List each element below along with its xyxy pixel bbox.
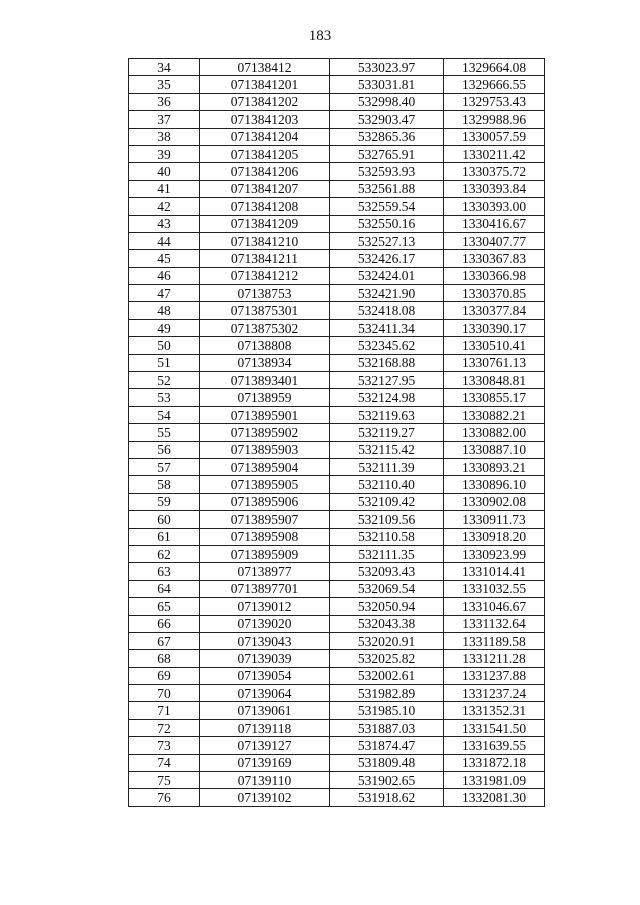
row-number-cell: 70 xyxy=(129,685,200,702)
x-coordinate-cell: 532559.54 xyxy=(330,198,444,215)
point-code-cell: 07139054 xyxy=(200,667,330,684)
x-coordinate-cell: 532424.01 xyxy=(330,267,444,284)
table-row xyxy=(129,545,545,562)
point-code-cell: 07139020 xyxy=(200,615,330,632)
y-coordinate-cell: 1329664.08 xyxy=(444,59,545,76)
y-coordinate-cell: 1330848.81 xyxy=(444,372,545,389)
row-number-cell: 42 xyxy=(129,198,200,215)
x-coordinate-cell: 532593.93 xyxy=(330,163,444,180)
row-number-cell: 59 xyxy=(129,493,200,510)
table-row xyxy=(129,389,545,406)
x-coordinate-cell: 531902.65 xyxy=(330,772,444,789)
table-row xyxy=(129,737,545,754)
row-number-cell: 61 xyxy=(129,528,200,545)
page-number: 183 xyxy=(308,28,332,44)
table-row xyxy=(129,441,545,458)
point-code-cell: 07139118 xyxy=(200,719,330,736)
row-number-cell: 69 xyxy=(129,667,200,684)
point-code-cell: 0713841201 xyxy=(200,76,330,93)
y-coordinate-cell: 1331189.58 xyxy=(444,632,545,649)
x-coordinate-cell: 532550.16 xyxy=(330,215,444,232)
x-coordinate-cell: 531918.62 xyxy=(330,789,444,806)
y-coordinate-cell: 1331032.55 xyxy=(444,580,545,597)
x-coordinate-cell: 532069.54 xyxy=(330,580,444,597)
x-coordinate-cell: 532050.94 xyxy=(330,598,444,615)
table-row xyxy=(129,702,545,719)
x-coordinate-cell: 531985.10 xyxy=(330,702,444,719)
table-row xyxy=(129,476,545,493)
point-code-cell: 07138977 xyxy=(200,563,330,580)
y-coordinate-cell: 1330366.98 xyxy=(444,267,545,284)
y-coordinate-cell: 1330918.20 xyxy=(444,528,545,545)
y-coordinate-cell: 1331872.18 xyxy=(444,754,545,771)
point-code-cell: 07138412 xyxy=(200,59,330,76)
point-code-cell: 0713841210 xyxy=(200,232,330,249)
row-number-cell: 73 xyxy=(129,737,200,754)
point-code-cell: 0713895903 xyxy=(200,441,330,458)
point-code-cell: 0713841206 xyxy=(200,163,330,180)
coordinates-table-body xyxy=(129,59,545,807)
x-coordinate-cell: 532115.42 xyxy=(330,441,444,458)
table-row xyxy=(129,650,545,667)
row-number-cell: 46 xyxy=(129,267,200,284)
y-coordinate-cell: 1330377.84 xyxy=(444,302,545,319)
table-row xyxy=(129,250,545,267)
y-coordinate-cell: 1330367.83 xyxy=(444,250,545,267)
x-coordinate-cell: 532903.47 xyxy=(330,111,444,128)
point-code-cell: 07139110 xyxy=(200,772,330,789)
x-coordinate-cell: 532411.34 xyxy=(330,319,444,336)
x-coordinate-cell: 532124.98 xyxy=(330,389,444,406)
table-row xyxy=(129,615,545,632)
y-coordinate-cell: 1331352.31 xyxy=(444,702,545,719)
point-code-cell: 07139039 xyxy=(200,650,330,667)
point-code-cell: 0713841208 xyxy=(200,198,330,215)
row-number-cell: 55 xyxy=(129,424,200,441)
point-code-cell: 0713875301 xyxy=(200,302,330,319)
table-row xyxy=(129,685,545,702)
row-number-cell: 41 xyxy=(129,180,200,197)
point-code-cell: 07139043 xyxy=(200,632,330,649)
row-number-cell: 50 xyxy=(129,337,200,354)
table-row xyxy=(129,93,545,110)
row-number-cell: 48 xyxy=(129,302,200,319)
x-coordinate-cell: 532998.40 xyxy=(330,93,444,110)
point-code-cell: 0713895909 xyxy=(200,545,330,562)
x-coordinate-cell: 532119.27 xyxy=(330,424,444,441)
x-coordinate-cell: 532127.95 xyxy=(330,372,444,389)
point-code-cell: 07139169 xyxy=(200,754,330,771)
x-coordinate-cell: 532111.35 xyxy=(330,545,444,562)
row-number-cell: 36 xyxy=(129,93,200,110)
x-coordinate-cell: 532109.42 xyxy=(330,493,444,510)
row-number-cell: 57 xyxy=(129,458,200,475)
table-row xyxy=(129,458,545,475)
y-coordinate-cell: 1330923.99 xyxy=(444,545,545,562)
y-coordinate-cell: 1330057.59 xyxy=(444,128,545,145)
table-row xyxy=(129,598,545,615)
x-coordinate-cell: 532418.08 xyxy=(330,302,444,319)
x-coordinate-cell: 531809.48 xyxy=(330,754,444,771)
table-row xyxy=(129,198,545,215)
y-coordinate-cell: 1331211.28 xyxy=(444,650,545,667)
row-number-cell: 72 xyxy=(129,719,200,736)
point-code-cell: 0713895904 xyxy=(200,458,330,475)
point-code-cell: 0713841204 xyxy=(200,128,330,145)
table-row xyxy=(129,267,545,284)
y-coordinate-cell: 1329988.96 xyxy=(444,111,545,128)
table-row xyxy=(129,667,545,684)
point-code-cell: 07139102 xyxy=(200,789,330,806)
point-code-cell: 07138753 xyxy=(200,285,330,302)
y-coordinate-cell: 1330882.21 xyxy=(444,406,545,423)
row-number-cell: 75 xyxy=(129,772,200,789)
x-coordinate-cell: 532093.43 xyxy=(330,563,444,580)
y-coordinate-cell: 1329666.55 xyxy=(444,76,545,93)
point-code-cell: 0713841211 xyxy=(200,250,330,267)
point-code-cell: 0713841207 xyxy=(200,180,330,197)
x-coordinate-cell: 532527.13 xyxy=(330,232,444,249)
point-code-cell: 07139064 xyxy=(200,685,330,702)
table-row xyxy=(129,406,545,423)
y-coordinate-cell: 1330882.00 xyxy=(444,424,545,441)
point-code-cell: 0713841202 xyxy=(200,93,330,110)
y-coordinate-cell: 1329753.43 xyxy=(444,93,545,110)
x-coordinate-cell: 532865.36 xyxy=(330,128,444,145)
row-number-cell: 44 xyxy=(129,232,200,249)
table-row xyxy=(129,528,545,545)
table-row xyxy=(129,772,545,789)
x-coordinate-cell: 532426.17 xyxy=(330,250,444,267)
table-row xyxy=(129,563,545,580)
point-code-cell: 07139012 xyxy=(200,598,330,615)
point-code-cell: 0713895901 xyxy=(200,406,330,423)
y-coordinate-cell: 1331981.09 xyxy=(444,772,545,789)
row-number-cell: 37 xyxy=(129,111,200,128)
table-row xyxy=(129,719,545,736)
row-number-cell: 49 xyxy=(129,319,200,336)
table-row xyxy=(129,232,545,249)
table-row xyxy=(129,285,545,302)
table-row xyxy=(129,319,545,336)
row-number-cell: 65 xyxy=(129,598,200,615)
y-coordinate-cell: 1330855.17 xyxy=(444,389,545,406)
table-row xyxy=(129,511,545,528)
point-code-cell: 0713841203 xyxy=(200,111,330,128)
x-coordinate-cell: 532561.88 xyxy=(330,180,444,197)
y-coordinate-cell: 1330887.10 xyxy=(444,441,545,458)
row-number-cell: 74 xyxy=(129,754,200,771)
x-coordinate-cell: 532109.56 xyxy=(330,511,444,528)
row-number-cell: 40 xyxy=(129,163,200,180)
x-coordinate-cell: 532025.82 xyxy=(330,650,444,667)
y-coordinate-cell: 1332081.30 xyxy=(444,789,545,806)
point-code-cell: 0713895906 xyxy=(200,493,330,510)
table-row xyxy=(129,424,545,441)
table-row xyxy=(129,789,545,806)
table-row xyxy=(129,163,545,180)
y-coordinate-cell: 1330896.10 xyxy=(444,476,545,493)
table-row xyxy=(129,111,545,128)
table-row xyxy=(129,632,545,649)
table-row xyxy=(129,372,545,389)
row-number-cell: 35 xyxy=(129,76,200,93)
row-number-cell: 60 xyxy=(129,511,200,528)
y-coordinate-cell: 1330390.17 xyxy=(444,319,545,336)
row-number-cell: 51 xyxy=(129,354,200,371)
table-row xyxy=(129,128,545,145)
row-number-cell: 68 xyxy=(129,650,200,667)
point-code-cell: 0713897701 xyxy=(200,580,330,597)
point-code-cell: 0713895902 xyxy=(200,424,330,441)
coordinates-table xyxy=(128,58,545,807)
point-code-cell: 0713875302 xyxy=(200,319,330,336)
row-number-cell: 76 xyxy=(129,789,200,806)
row-number-cell: 52 xyxy=(129,372,200,389)
point-code-cell: 07138934 xyxy=(200,354,330,371)
table-row xyxy=(129,215,545,232)
y-coordinate-cell: 1331541.50 xyxy=(444,719,545,736)
x-coordinate-cell: 532765.91 xyxy=(330,145,444,162)
point-code-cell: 07139127 xyxy=(200,737,330,754)
row-number-cell: 39 xyxy=(129,145,200,162)
point-code-cell: 0713895907 xyxy=(200,511,330,528)
table-row xyxy=(129,76,545,93)
row-number-cell: 54 xyxy=(129,406,200,423)
x-coordinate-cell: 532020.91 xyxy=(330,632,444,649)
row-number-cell: 67 xyxy=(129,632,200,649)
table-row xyxy=(129,302,545,319)
y-coordinate-cell: 1331639.55 xyxy=(444,737,545,754)
table-row xyxy=(129,354,545,371)
y-coordinate-cell: 1330510.41 xyxy=(444,337,545,354)
point-code-cell: 0713841205 xyxy=(200,145,330,162)
y-coordinate-cell: 1330911.73 xyxy=(444,511,545,528)
table-row xyxy=(129,180,545,197)
x-coordinate-cell: 532110.58 xyxy=(330,528,444,545)
table-row xyxy=(129,493,545,510)
row-number-cell: 71 xyxy=(129,702,200,719)
row-number-cell: 53 xyxy=(129,389,200,406)
table-row xyxy=(129,59,545,76)
point-code-cell: 07138959 xyxy=(200,389,330,406)
x-coordinate-cell: 533023.97 xyxy=(330,59,444,76)
x-coordinate-cell: 532119.63 xyxy=(330,406,444,423)
y-coordinate-cell: 1330211.42 xyxy=(444,145,545,162)
y-coordinate-cell: 1331237.24 xyxy=(444,685,545,702)
y-coordinate-cell: 1331237.88 xyxy=(444,667,545,684)
table-row xyxy=(129,145,545,162)
x-coordinate-cell: 532110.40 xyxy=(330,476,444,493)
y-coordinate-cell: 1330370.85 xyxy=(444,285,545,302)
row-number-cell: 47 xyxy=(129,285,200,302)
x-coordinate-cell: 532002.61 xyxy=(330,667,444,684)
x-coordinate-cell: 532421.90 xyxy=(330,285,444,302)
row-number-cell: 38 xyxy=(129,128,200,145)
point-code-cell: 0713841209 xyxy=(200,215,330,232)
row-number-cell: 62 xyxy=(129,545,200,562)
row-number-cell: 63 xyxy=(129,563,200,580)
x-coordinate-cell: 531874.47 xyxy=(330,737,444,754)
row-number-cell: 34 xyxy=(129,59,200,76)
point-code-cell: 07139061 xyxy=(200,702,330,719)
x-coordinate-cell: 533031.81 xyxy=(330,76,444,93)
table-row xyxy=(129,754,545,771)
y-coordinate-cell: 1331132.64 xyxy=(444,615,545,632)
point-code-cell: 0713895905 xyxy=(200,476,330,493)
y-coordinate-cell: 1331046.67 xyxy=(444,598,545,615)
point-code-cell: 0713893401 xyxy=(200,372,330,389)
row-number-cell: 66 xyxy=(129,615,200,632)
y-coordinate-cell: 1330393.00 xyxy=(444,198,545,215)
y-coordinate-cell: 1330416.67 xyxy=(444,215,545,232)
y-coordinate-cell: 1330761.13 xyxy=(444,354,545,371)
row-number-cell: 56 xyxy=(129,441,200,458)
point-code-cell: 0713841212 xyxy=(200,267,330,284)
table-row xyxy=(129,337,545,354)
row-number-cell: 43 xyxy=(129,215,200,232)
x-coordinate-cell: 532345.62 xyxy=(330,337,444,354)
table-row xyxy=(129,580,545,597)
point-code-cell: 07138808 xyxy=(200,337,330,354)
x-coordinate-cell: 532043.38 xyxy=(330,615,444,632)
x-coordinate-cell: 532168.88 xyxy=(330,354,444,371)
x-coordinate-cell: 531887.03 xyxy=(330,719,444,736)
row-number-cell: 64 xyxy=(129,580,200,597)
y-coordinate-cell: 1330407.77 xyxy=(444,232,545,249)
y-coordinate-cell: 1330893.21 xyxy=(444,458,545,475)
y-coordinate-cell: 1330902.08 xyxy=(444,493,545,510)
y-coordinate-cell: 1331014.41 xyxy=(444,563,545,580)
x-coordinate-cell: 531982.89 xyxy=(330,685,444,702)
x-coordinate-cell: 532111.39 xyxy=(330,458,444,475)
row-number-cell: 58 xyxy=(129,476,200,493)
y-coordinate-cell: 1330393.84 xyxy=(444,180,545,197)
point-code-cell: 0713895908 xyxy=(200,528,330,545)
row-number-cell: 45 xyxy=(129,250,200,267)
y-coordinate-cell: 1330375.72 xyxy=(444,163,545,180)
